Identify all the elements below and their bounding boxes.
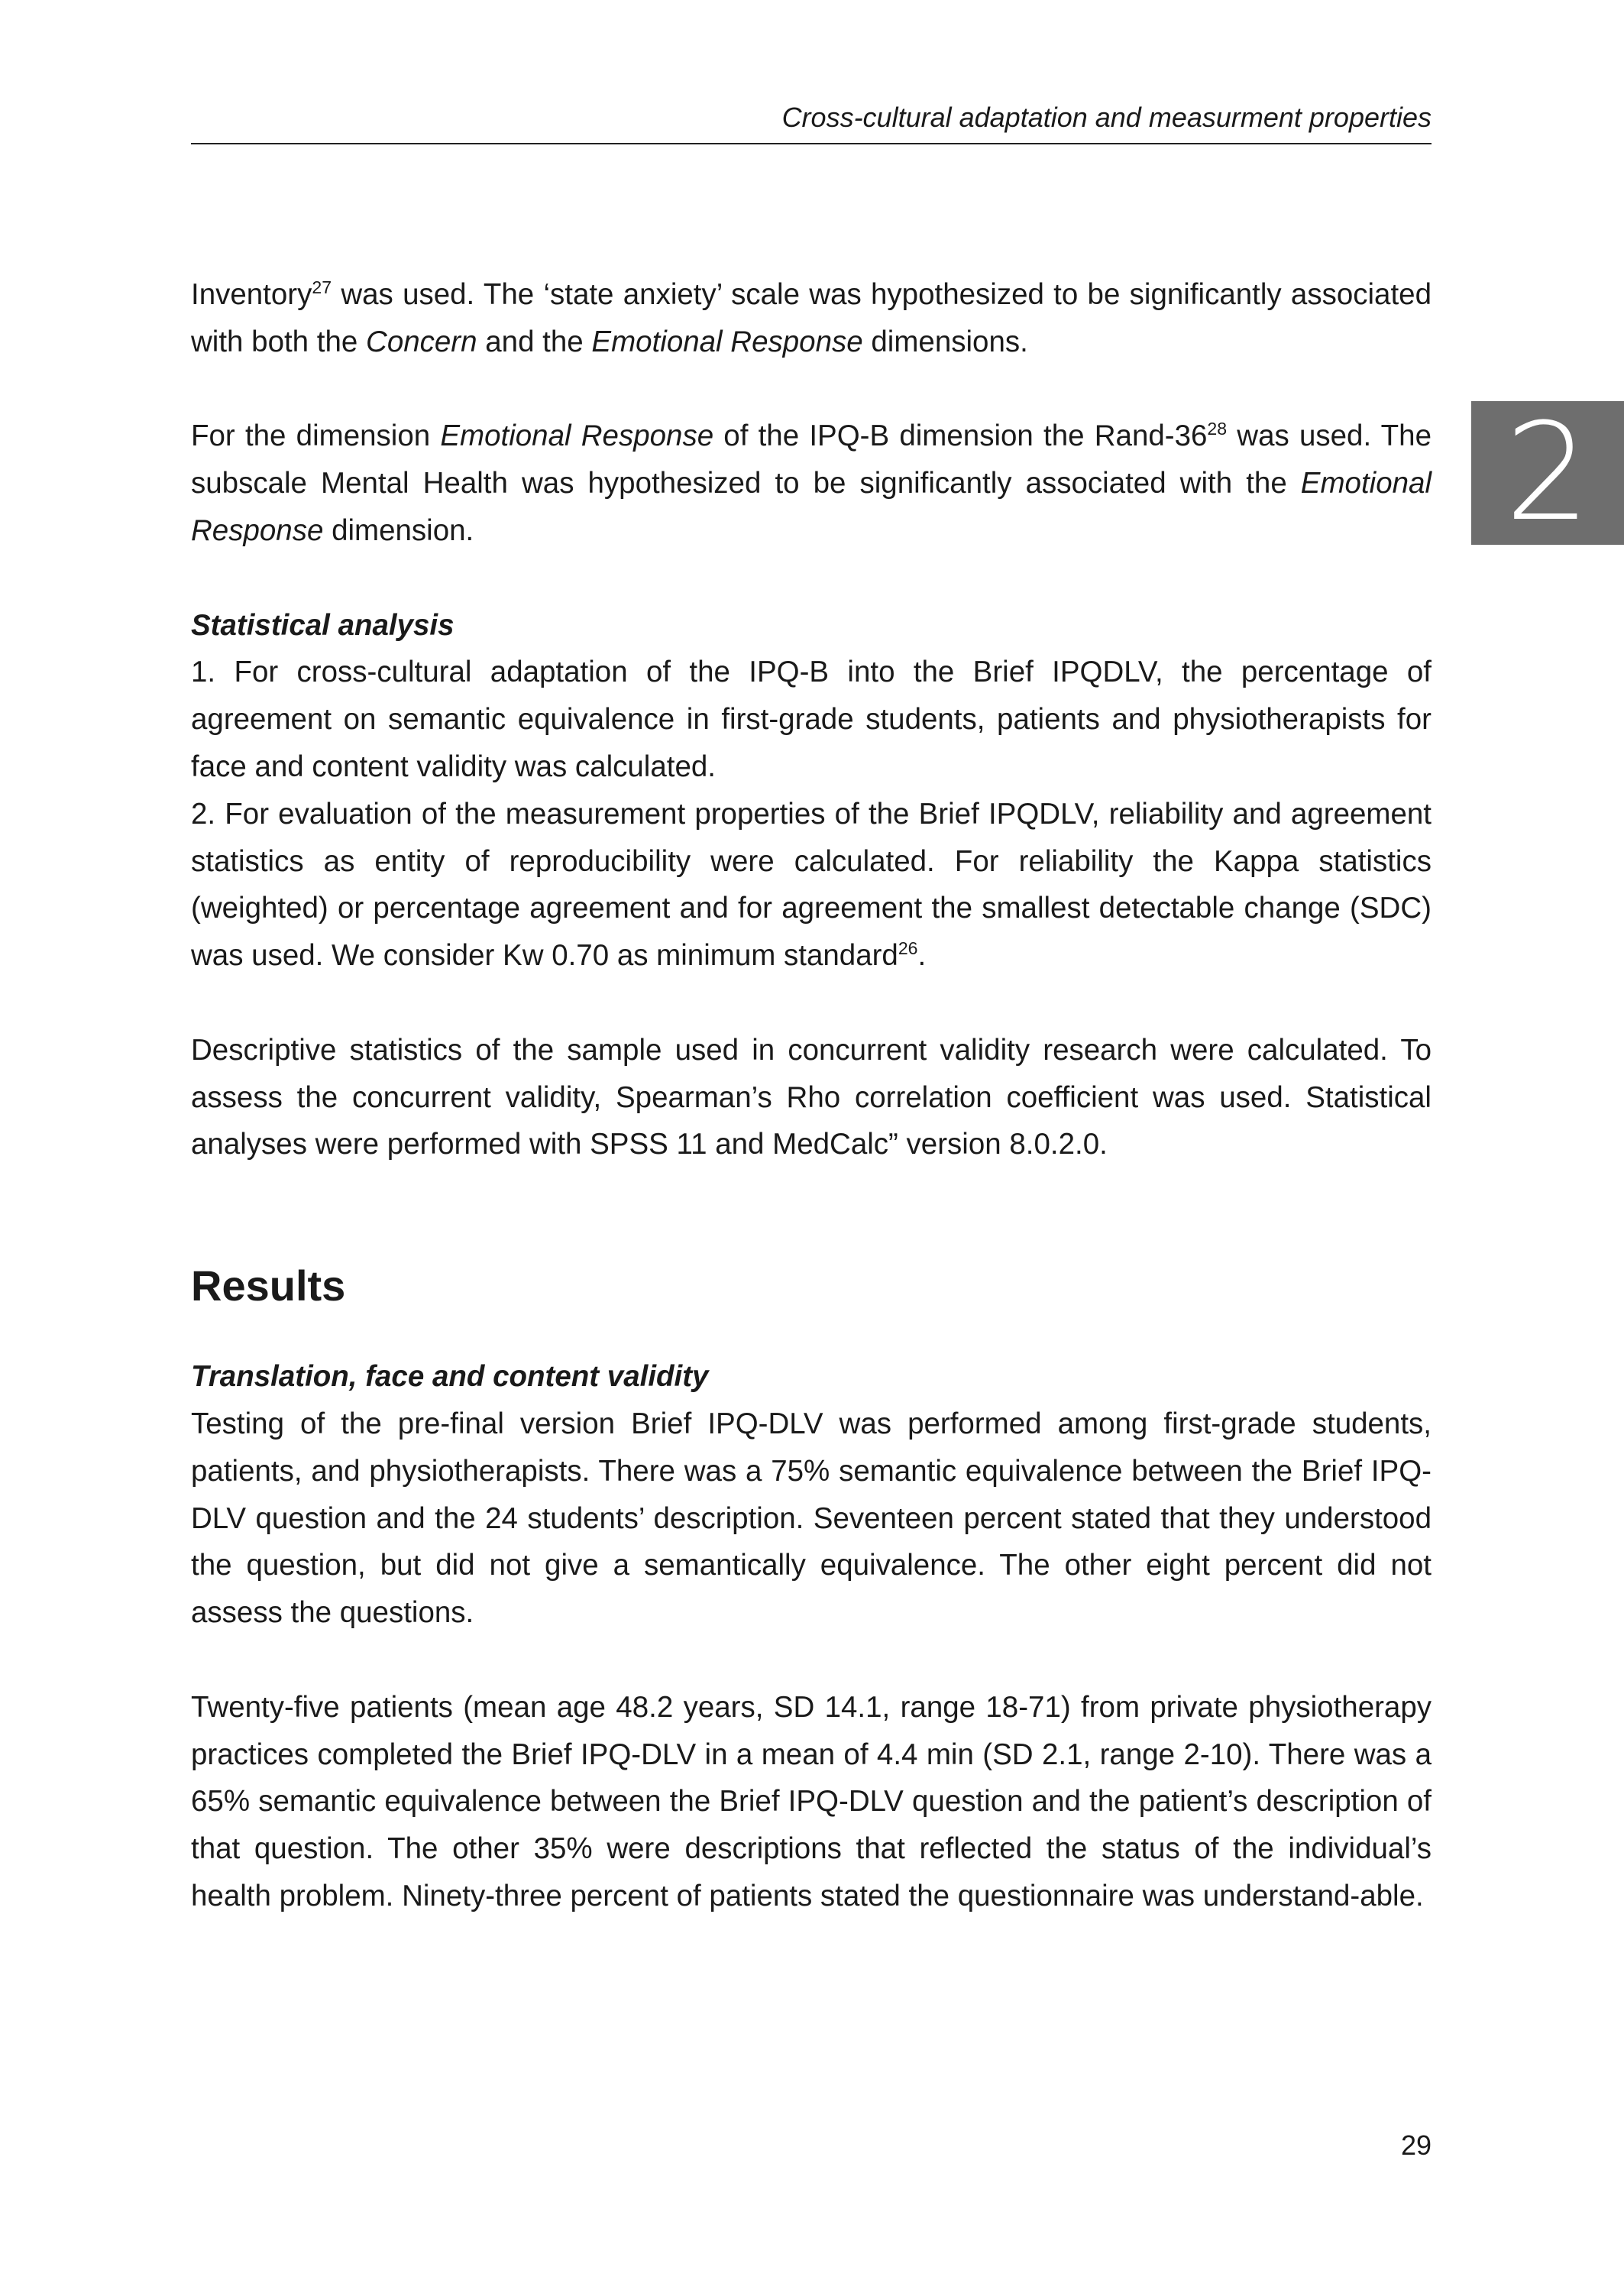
paragraph-inventory	[191, 271, 1432, 366]
body-text	[191, 271, 1432, 1920]
text-run: .	[917, 939, 927, 973]
emphasis-emotional-response: Emotional Response	[591, 325, 863, 358]
statistical-analysis-heading: Statistical analysis	[191, 608, 455, 642]
text-run: was used. The ‘state anxiety’ scale was hypothesized to be significantly associated with both the	[191, 278, 1432, 358]
running-head: Cross-cultural adaptation and measurment properties	[781, 102, 1432, 133]
text-run: dimensions.	[862, 325, 1028, 358]
text-run: 2. For evaluation of the measurement properties of the Brief IPQDLV, reliability and agreement statistics as entity of reproducibility were calculated. For reliability the Kappa statistics (weighted) or percentage agreement and for agreement the smallest detectable change (SDC) was used. We consider Kw 0.70 as minimum standard	[191, 797, 1432, 973]
paragraph-cross-cultural: 1. For cross-cultural adaptation of the IPQ-B into the Brief IPQDLV, the percentage of agreement on semantic equivalence in first-grade students, patients and physiotherapists for face and content validity was calculated.	[191, 656, 1432, 783]
results-title: Results	[191, 1261, 346, 1310]
text-run: For the dimension	[191, 419, 441, 453]
text-run: dimension.	[323, 513, 474, 547]
citation-28: 28	[1207, 419, 1228, 439]
emphasis-emotional-response: Emotional Response	[191, 467, 1432, 547]
paragraph-rand36	[191, 413, 1432, 554]
text-run: Inventory	[191, 278, 312, 311]
paragraph-patients: Twenty-five patients (mean age 48.2 years, SD 14.1, range 18-71) from private physiotherapy practices completed the Brief IPQ-DLV in a mean of 4.4 min (SD 2.1, range 2-10). There was a 65% semantic equivalence between the Brief IPQ-DLV question and the patient’s description of that question. The other 35% were descriptions that reflected the status of the individual’s health problem. Ninety-three percent of patients stated the questionnaire was understand-able.	[191, 1690, 1432, 1912]
citation-26: 26	[898, 938, 918, 959]
text-run: of the IPQ-B dimension the Rand-36	[713, 419, 1208, 453]
text-run: was used. The subscale Mental Health was hypothesized to be significantly associated with the	[191, 419, 1432, 500]
emphasis-concern: Concern	[366, 325, 477, 358]
paragraph-measurement-properties	[191, 791, 1432, 980]
header-rule	[191, 143, 1432, 144]
emphasis-emotional-response: Emotional Response	[440, 419, 714, 453]
page-number: 29	[1400, 2129, 1432, 2161]
paragraph-students: Testing of the pre-final version Brief IPQ-DLV was performed among first-grade students, patients, and physiotherapists. There was a 75% semantic equivalence between the Brief IPQ-DLV question and the 24 students’ description. Seventeen percent stated that they understood the question, but did not give a semantically equivalence. The other eight percent did not assess the questions.	[191, 1407, 1432, 1630]
translation-heading: Translation, face and content validity	[191, 1360, 709, 1394]
paragraph-descriptive-statistics: Descriptive statistics of the sample used in concurrent validity research were calculated. To assess the concurrent validity, Spearman’s Rho correlation coefficient was used. Statistical analyses were performed with SPSS 11 and MedCalc” version 8.0.2.0.	[191, 1033, 1432, 1161]
text-run: and the	[477, 325, 592, 358]
chapter-tab: 2	[1471, 401, 1624, 545]
citation-27: 27	[312, 277, 332, 298]
